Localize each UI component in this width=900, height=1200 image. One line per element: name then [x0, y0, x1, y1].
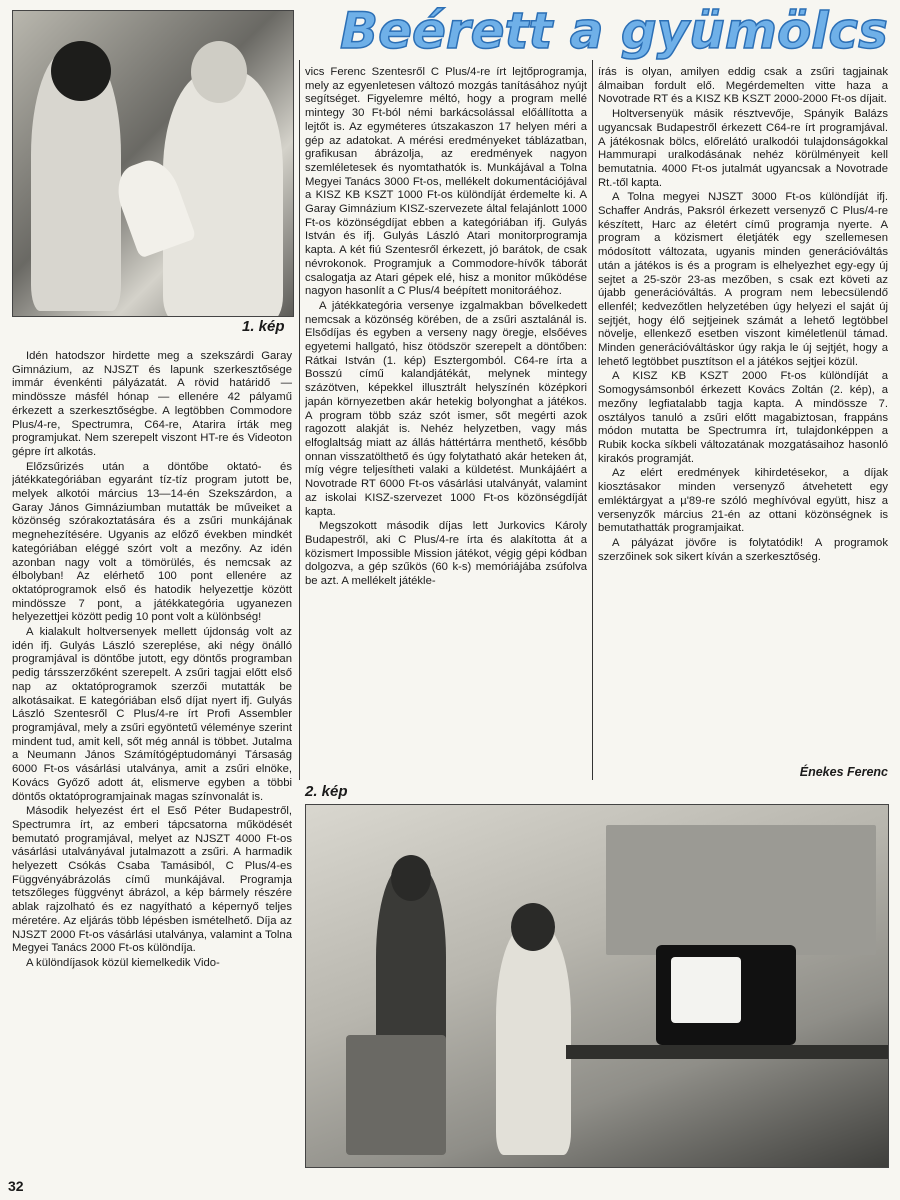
column-divider: [592, 60, 593, 780]
photo1-caption: 1. kép: [242, 318, 285, 335]
monitor-screen: [671, 957, 741, 1023]
paragraph: Megszokott második díjas lett Jurkovics Károly Budapestről, aki C Plus/4-re írta és alakította át a közismert Impossible Mission játékot, végig gépi kódban dolgozva, a gép szűkös (60 k-s) memóriájába zsúfolva be azt. A mellékelt játékle-: [305, 520, 587, 588]
photo-award-handshake: [12, 10, 294, 317]
photo2-wall-poster: [606, 825, 876, 955]
photo2-chair: [346, 1035, 446, 1155]
paragraph: vics Ferenc Szentesről C Plus/4-re írt lejtőprogramja, mely az egyenletesen változó mozgás tanításához nyújt segítséget. Figyelemre méltó, hogy a program mellé mintegy 30 Ft-ból némi barkácsolással előállította a lejtőt is. Az egyméteres útszakaszon 17 helyen méri a gép az adatokat. A mérési eredményeket táblázatban, grafikusan ábrázolja, az eredmények nagyon szemléletesek és nyomtathatók is. Munkájával a Tolna Megyei Tanács 3000 Ft-os, mellékelt dokumentációjával a KISZ KB KSZT 1000 Ft-os különdíját érdemelte ki. A Garay Gimnázium KISZ-szervezete által felajánlott 1000 Ft-os közönségdíjat ebben a kategóriában ifj. Gulyás István és ifj. Gulyás László Atari monitorprogramja kapta. A két fiú Szentesről érkezett, jó barátok, de csak névrokonok. Programjuk a Commodore-hívők táborát csalogatja az Atari gépek elé, hisz a monitor működése nagyon hasonlít a C Plus/4 beépített monitoráéhoz.: [305, 66, 587, 298]
paragraph: A pályázat jövőre is folytatódik! A programok szerzőinek sok sikert kíván a szerkesztőség.: [598, 536, 888, 563]
text-column-3: [598, 66, 888, 778]
text-column-2: [305, 66, 587, 778]
paragraph: A kialakult holtversenyek mellett újdonság volt az idén ifj. Gulyás László szereplése, aki négy önálló programjával is döntőbe jutott, egy döntős programban pedig társszerzőként szerepelt. A zsűri tagjai előtt első nap az oktatóprogramok szerzői mutatták be alkotásaikat. E kategóriában első díjat nyert ifj. Gulyás László Szentesről C Plus/4-re írt Profi Assembler programjával, mely a zsűri egyöntetű véleménye szerint mindent tud, amit kell, sőt még annál is többet. Jutalma a Neumann János Számítógéptudományi Társaság 6000 Ft-os vásárlási utalványa, amit a zsűri elnöke, Kovács Győző adott át, elismerve egyben a többi döntős oktatóprogramjainak magas színvonalát is.: [12, 626, 292, 803]
paragraph: Előzsűrizés után a döntőbe oktató- és játékkategóriában egyaránt tíz-tíz program jutott be, melyek alkotói március 13—14-én Szekszárdon, a Garay János Gimnáziumban mutatták be műveiket a közönség szórakoztatására és a zsűri munkájának megnehezítésére. Ugyanis az előző években mindkét kategóriában eléggé szórt volt a mezőny. Az idén azonban nagy volt a tömörülés, és nemcsak az élbolyban! Az elérhető 100 pont ellenére az oktatóprogramok első és hatodik helyezettje között mindössze 7 pont, a játékkategória ugyanezen helyezettjei között pedig 10 pont volt a különbség!: [12, 460, 292, 624]
photo2-boy: [496, 925, 571, 1155]
text-column-1: [12, 350, 292, 1172]
paragraph: A Tolna megyei NJSZT 3000 Ft-os különdíját ifj. Schaffer András, Paksról érkezett versenyző C Plus/4-re készített, Harc az életért című programja nyerte. A program a közismert életjáték egy szellemesen módosított változata, ugyanis minden generációváltás után a játékos is és a program is elhelyezhet egy-egy új sejtet a 25-ször 23-as mezőben, s csak ezt követi az újabb generációváltás. A program nem lebecsülendő ellenfél; kedvezőtlen helyzetében úgy helyezi el saját új sejtjét, hogy élő sejtjeinek számát a lehető legtöbbel növelje, ellenkező esetben viszont kiméletlenül támad. Minden generációváltáskor úgy rakja le új sejtjét, hogy a lehető legtöbbet pusztítson el a játékos sejtjei közül.: [598, 191, 888, 368]
photo2-table: [566, 1045, 888, 1059]
paragraph: Idén hatodszor hirdette meg a szekszárdi Garay Gimnázium, az NJSZT és lapunk szerkesztősége immár évenkénti pályázatát. A rövid határidő — mindössze másfél hónap — ellenére 42 pályamű érkezett a szerkesztőségbe. A legtöbben Commodore Plus/4-re, Spectrumra, C64-re, Atarira írták meg programjukat. Nem szerepelt viszont HT-re és Videoton gépre írt alkotás.: [12, 350, 292, 458]
paragraph: Az elért eredmények kihirdetésekor, a díjak kiosztásakor minden versenyző átvehetett egy emléktárgyat a µ'89-re szóló meghívóval együtt, hisz a versenyzők március 21-én az ottani közönségnek is bemutathatták programjaikat.: [598, 467, 888, 535]
paragraph: A játékkategória versenye izgalmakban bővelkedett nemcsak a közönség körében, de a zsűri asztalánál is. Elsődíjas és egyben a verseny nagy öregje, elsőéves egyetemi hallgató, hisz ötödször szerepelt a döntőben: Rátkai István (1. kép) Esztergomból. C64-re írta a Bosszú című kalandjátékát, melynek mintegy százötven, képekkel illusztrált helyszínén középkori japán környezetben akár hetekig bolyonghat a játékos. A program több száz szót ismer, sőt megérti azok ragozott alakját is. Nehéz helyzetben, vagy más elfoglaltság miatt az állás háttértárra menthető, később onnan visszatölthető és úgy folytatható akár heteken át, míg végre teljesítheti valaki a küldetést. Munkájáért a Novotrade RT 6000 Ft-os vásárlási utalványát, valamint az iskolai KISZ-szervezet 1000 Ft-os közönségdíját kapta.: [305, 299, 587, 518]
photo1-head-left: [51, 41, 111, 101]
paragraph: A különdíjasok közül kiemelkedik Vido-: [26, 956, 220, 969]
paragraph: A KISZ KB KSZT 2000 Ft-os különdíját a Somogysámsonból érkezett Kovács Zoltán (2. kép), a mezőny legfiatalabb tagja kapta. A mindössze 7. osztályos tanuló a zsűri előtt magabiztosan, frappáns módon mutatta be Spectrumra írt, tulajdonképpen a Rubik kocka síkbeli változatának mozgatásaihoz hasonló kirakós programját.: [598, 370, 888, 465]
paragraph: írás is olyan, amilyen eddig csak a zsűri tagjainak álmaiban fordult elő. Megérdemelten vitte haza a Novotrade RT és a KISZ KB KSZT 2000-2000 Ft-os díjait.: [598, 66, 888, 106]
paragraph: Holtversenyük másik résztvevője, Spányik Balázs ugyancsak Budapestről érkezett C64-re írt programjával. A játékosnak bölcs, előrelátó uralkodói tulajdonságokkal Hammurapi uralkodásának nehéz körülményeit kell bemutatnia. 4000 Ft-os jutalmát ugyancsak a Novotrade Rt.-től kapta.: [598, 108, 888, 189]
photo2-caption: 2. kép: [305, 783, 348, 800]
page-number: 32: [8, 1178, 24, 1194]
photo2-head-boy: [511, 903, 555, 951]
column-divider: [299, 60, 300, 780]
photo-computer-demo: [305, 804, 889, 1168]
paragraph: Második helyezést ért el Eső Péter Budapestről, Spectrumra írt, az emberi tápcsatorna működését bemutató programjával, melyet az NJSZT 4000 Ft-os vásárlási utalványával jutalmazott a zsűri. A harmadik helyezett Csókás Csaba Tamásiból, C Plus/4-es Függvényábrázolás című munkájával. Programja tetszőleges függvényt ábrázol, a kép bármely részére ablak rajzolható és ez nagyítható a képernyő teljes méretére. Az eljárás több lépésben ismételhető. Díja az NJSZT 2000 Ft-os vásárlási utalványa, valamint a Tolna Megyei Tanács 2000 Ft-os különdíja.: [12, 805, 292, 955]
author-byline: Énekes Ferenc: [799, 765, 888, 779]
photo2-head-standing: [391, 855, 431, 901]
photo1-head-right: [191, 41, 247, 103]
article-title: Beérett a gyümölcs: [340, 2, 888, 60]
photo1-person-right: [163, 71, 283, 317]
